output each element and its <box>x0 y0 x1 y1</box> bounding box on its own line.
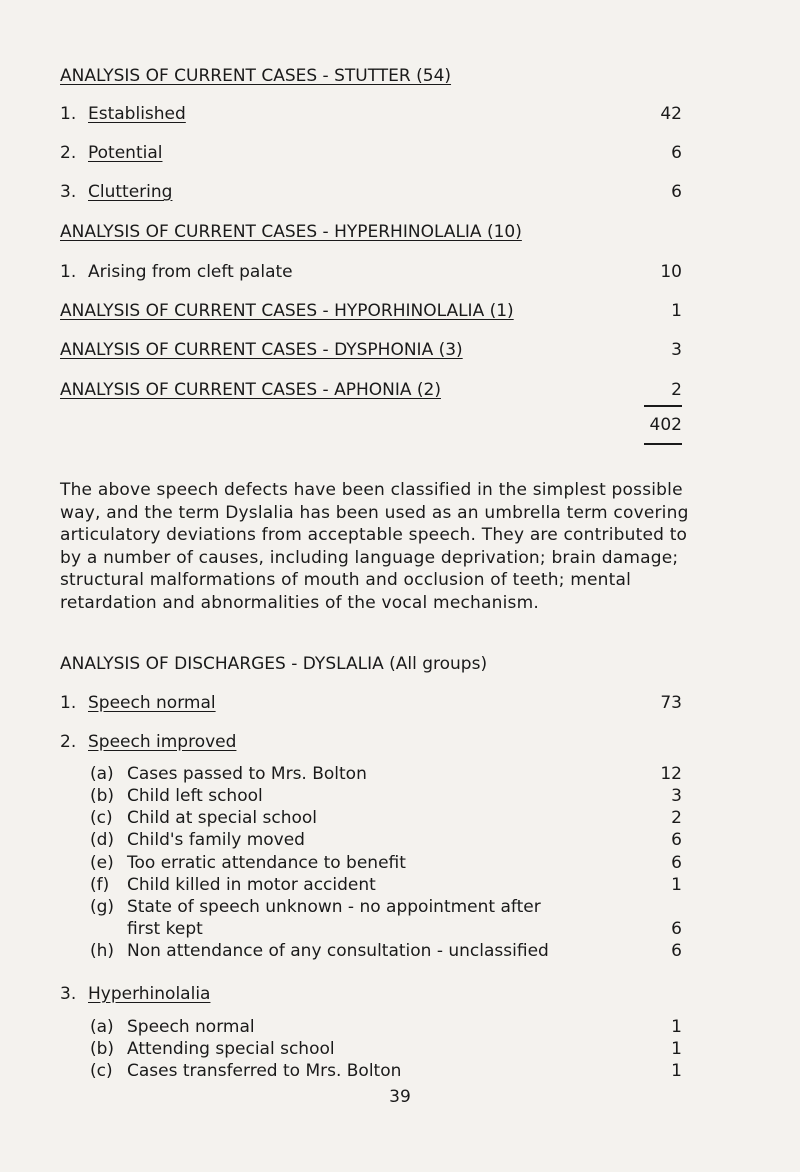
sub-item-value: 6 <box>671 853 682 873</box>
total-rule-top <box>644 405 682 407</box>
value-hyporhinolalia: 1 <box>671 301 682 321</box>
item-number: 3. <box>60 984 77 1004</box>
sub-item-text: Too erratic attendance to benefit <box>127 853 406 873</box>
item-value: 6 <box>671 182 682 202</box>
heading-stutter: ANALYSIS OF CURRENT CASES - STUTTER (54) <box>60 66 452 86</box>
total-rule-bottom <box>644 443 682 445</box>
heading-hyperhinolalia: ANALYSIS OF CURRENT CASES - HYPERHINOLALIA (10) <box>60 222 522 242</box>
sub-item-text: Non attendance of any consultation - unclassified <box>127 941 549 961</box>
explanatory-paragraph: The above speech defects have been classified in the simplest possible way, and the term Dyslalia has been used as an umbrella term covering articulatory deviations from acceptable speech. They are contributed to by a number of causes, including language deprivation; brain damage; structural malformations of mouth and occlusion of teeth; mental retardation and abnormalities of the vocal mechanism. <box>60 480 689 613</box>
heading-discharges: ANALYSIS OF DISCHARGES - DYSLALIA (All groups) <box>60 654 488 674</box>
item-label-potential: Potential <box>88 143 163 163</box>
sub-letter: (h) <box>90 941 115 961</box>
item-number: 3. <box>60 182 77 202</box>
value-dysphonia: 3 <box>671 340 682 360</box>
item-label-established: Established <box>88 104 186 124</box>
sub-item-value: 6 <box>671 941 682 961</box>
sub-letter: (a) <box>90 1017 114 1037</box>
item-number: 2. <box>60 143 77 163</box>
sub-item-value: 1 <box>671 1039 682 1059</box>
item-label-cleft-palate: Arising from cleft palate <box>88 262 293 282</box>
heading-aphonia: ANALYSIS OF CURRENT CASES - APHONIA (2) <box>60 380 441 400</box>
sub-item-text-continued: first kept <box>127 919 203 939</box>
value-aphonia: 2 <box>671 380 682 400</box>
sub-item-value: 12 <box>660 764 682 784</box>
sub-letter: (b) <box>90 1039 115 1059</box>
item-value: 42 <box>660 104 682 124</box>
sub-item-text: Child at special school <box>127 808 317 828</box>
sub-item-value: 1 <box>671 1017 682 1037</box>
sub-item-text: Speech normal <box>127 1017 255 1037</box>
sub-item-value: 1 <box>671 1061 682 1081</box>
item-value: 6 <box>671 143 682 163</box>
sub-letter: (d) <box>90 830 115 850</box>
sub-item-text: Cases transferred to Mrs. Bolton <box>127 1061 402 1081</box>
item-label-speech-improved: Speech improved <box>88 732 237 752</box>
sub-letter: (f) <box>90 875 110 895</box>
sub-item-text: Child killed in motor accident <box>127 875 376 895</box>
sub-item-value: 1 <box>671 875 682 895</box>
heading-dysphonia: ANALYSIS OF CURRENT CASES - DYSPHONIA (3) <box>60 340 463 360</box>
item-number: 1. <box>60 104 77 124</box>
item-number: 1. <box>60 262 77 282</box>
sub-item-text: Cases passed to Mrs. Bolton <box>127 764 367 784</box>
item-label-speech-normal: Speech normal <box>88 693 216 713</box>
sub-item-value: 6 <box>671 919 682 939</box>
item-number: 1. <box>60 693 77 713</box>
sub-letter: (g) <box>90 897 115 917</box>
sub-letter: (c) <box>90 1061 113 1081</box>
sub-item-text: State of speech unknown - no appointment after <box>127 897 541 917</box>
sub-letter: (c) <box>90 808 113 828</box>
item-number: 2. <box>60 732 77 752</box>
item-label-cluttering: Cluttering <box>88 182 173 202</box>
item-value: 73 <box>660 693 682 713</box>
sub-item-value: 3 <box>671 786 682 806</box>
sub-item-text: Child's family moved <box>127 830 305 850</box>
page-number: 39 <box>389 1087 411 1107</box>
sub-letter: (a) <box>90 764 114 784</box>
item-value: 10 <box>660 262 682 282</box>
heading-hyporhinolalia: ANALYSIS OF CURRENT CASES - HYPORHINOLALIA (1) <box>60 301 514 321</box>
sub-letter: (b) <box>90 786 115 806</box>
item-label-hyperhinolalia: Hyperhinolalia <box>88 984 211 1004</box>
sub-letter: (e) <box>90 853 114 873</box>
sub-item-value: 6 <box>671 830 682 850</box>
total-value: 402 <box>649 415 682 435</box>
sub-item-value: 2 <box>671 808 682 828</box>
sub-item-text: Attending special school <box>127 1039 335 1059</box>
sub-item-text: Child left school <box>127 786 263 806</box>
